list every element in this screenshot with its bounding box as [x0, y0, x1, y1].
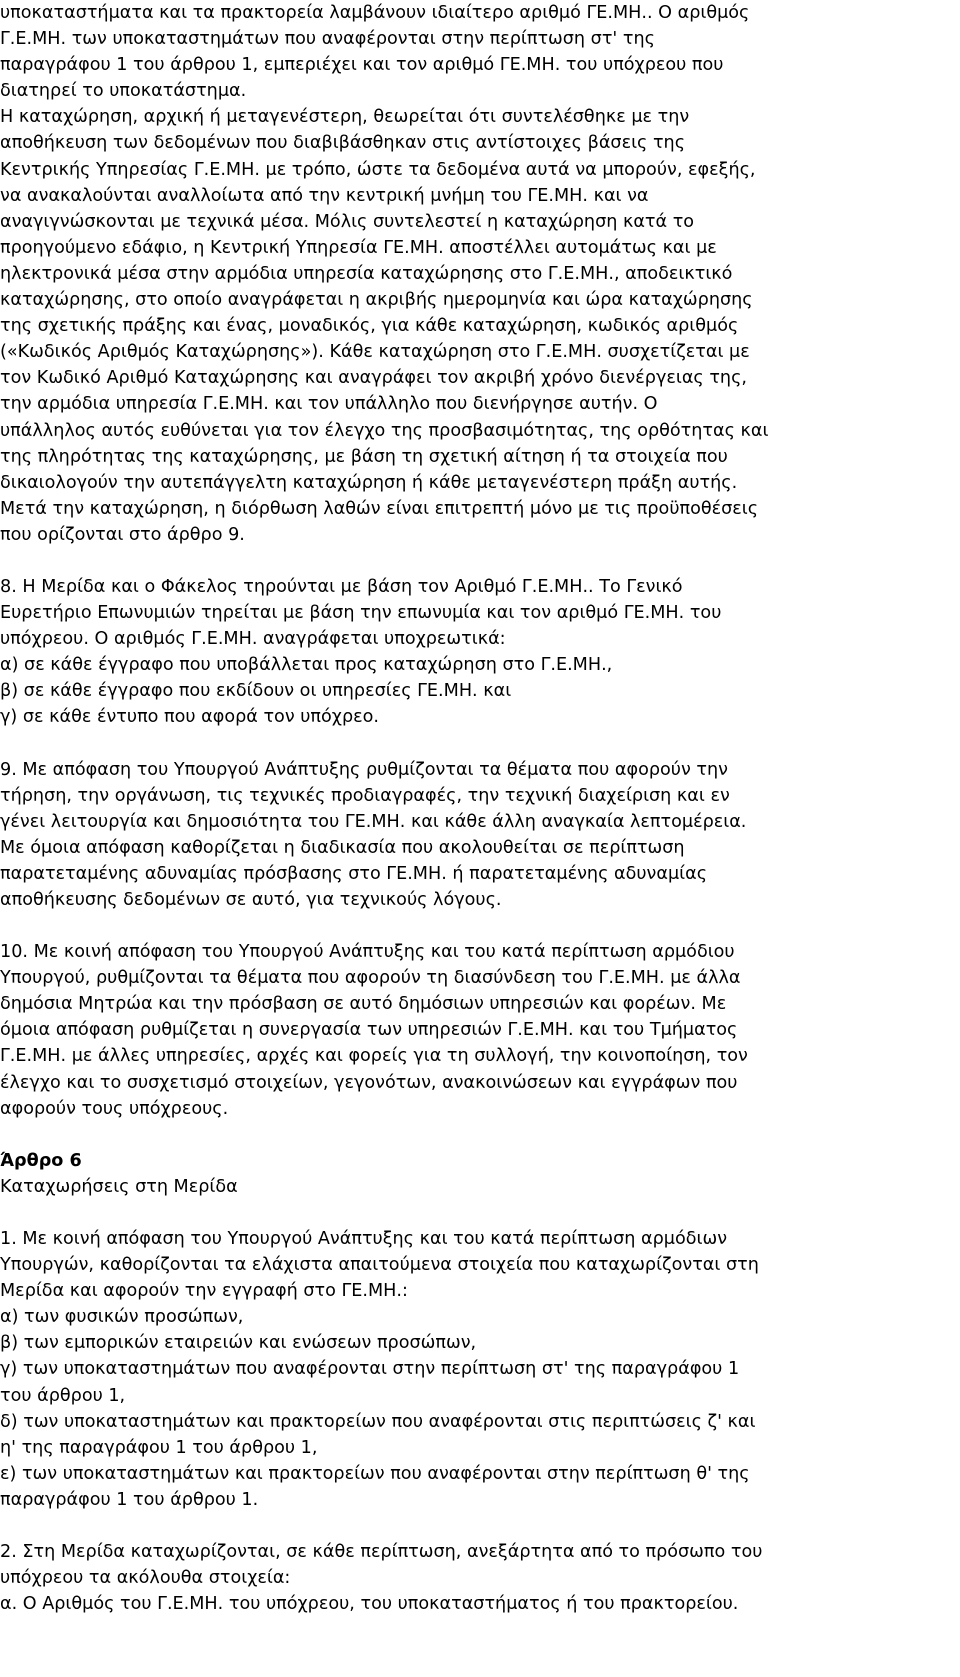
- text-line: 8. Η Μερίδα και ο Φάκελος τηρούνται με βάση τον Αριθμό Γ.Ε.ΜΗ.. Το Γενικό: [0, 576, 683, 597]
- text-line: γένει λειτουργία και δημοσιότητα του ΓΕ.ΜΗ. και κάθε άλλη αναγκαία λεπτομέρεια.: [0, 811, 747, 832]
- text-line: Υπουργού, ρυθμίζονται τα θέματα που αφορούν τη διασύνδεση του Γ.Ε.ΜΗ. με άλλα: [0, 968, 741, 989]
- paragraph-8: [0, 574, 930, 731]
- text-line: υπόχρεου. Ο αριθμός Γ.Ε.ΜΗ. αναγράφεται υποχρεωτικά:: [0, 629, 506, 650]
- text-line: που ορίζονται στο άρθρο 9.: [0, 524, 245, 545]
- paragraph-gap: [0, 548, 930, 574]
- text-line: έλεγχο και το συσχετισμό στοιχείων, γεγονότων, ανακοινώσεων και εγγράφων που: [0, 1072, 738, 1093]
- text-line: Ευρετήριο Επωνυμιών τηρείται με βάση την επωνυμία και τον αριθμό ΓΕ.ΜΗ. του: [0, 603, 722, 624]
- text-line: προηγούμενο εδάφιο, η Κεντρική Υπηρεσία ΓΕ.ΜΗ. αποστέλλει αυτομάτως και με: [0, 237, 717, 258]
- text-line: («Κωδικός Αριθμός Καταχώρησης»). Κάθε καταχώρηση στο Γ.Ε.ΜΗ. συσχετίζεται με: [0, 342, 750, 363]
- article-header: [0, 1148, 930, 1200]
- text-line: αναγιγνώσκονται με τεχνικά μέσα. Μόλις συντελεστεί η καταχώρηση κατά το: [0, 211, 695, 232]
- text-line: 2. Στη Μερίδα καταχωρίζονται, σε κάθε περίπτωση, ανεξάρτητα από το πρόσωπο του: [0, 1541, 763, 1562]
- text-line: καταχώρησης, στο οποίο αναγράφεται η ακριβής ημερομηνία και ώρα καταχώρησης: [0, 290, 753, 311]
- list-item: α) των φυσικών προσώπων,: [0, 1307, 244, 1328]
- paragraph-gap: [0, 913, 930, 939]
- list-item: δ) των υποκαταστημάτων και πρακτορείων που αναφέρονται στις περιπτώσεις ζ' και: [0, 1411, 756, 1432]
- text-line: 9. Με απόφαση του Υπουργού Ανάπτυξης ρυθμίζονται τα θέματα που αφορούν την: [0, 759, 728, 780]
- text-line: Κεντρικής Υπηρεσίας Γ.Ε.ΜΗ. με τρόπο, ώστε τα δεδομένα αυτά να μπορούν, εφεξής,: [0, 159, 756, 180]
- list-item: α. Ο Αριθμός του Γ.Ε.ΜΗ. του υπόχρεου, του υποκαταστήματος ή του πρακτορείου.: [0, 1594, 739, 1615]
- text-line: Με όμοια απόφαση καθορίζεται η διαδικασία που ακολουθείται σε περίπτωση: [0, 837, 685, 858]
- paragraph-registration: [0, 104, 930, 548]
- text-line: την αρμόδια υπηρεσία Γ.Ε.ΜΗ. και τον υπάλληλο που διενήργησε αυτήν. Ο: [0, 394, 658, 415]
- list-item: β) σε κάθε έγγραφο που εκδίδουν οι υπηρεσίες ΓΕ.ΜΗ. και: [0, 681, 512, 702]
- text-line: υποκαταστήματα και τα πρακτορεία λαμβάνουν ιδιαίτερο αριθμό ΓΕ.ΜΗ.. Ο αριθμός: [0, 3, 750, 23]
- text-line: αποθήκευση των δεδομένων που διαβιβάσθηκαν στις αντίστοιχες βάσεις της: [0, 133, 686, 154]
- text-line: παραγράφου 1 του άρθρου 1, εμπεριέχει και τον αριθμό ΓΕ.ΜΗ. του υπόχρεου που: [0, 55, 724, 76]
- list-item: ε) των υποκαταστημάτων και πρακτορείων που αναφέρονται στην περίπτωση θ' της: [0, 1463, 750, 1484]
- text-line: αφορούν τους υπόχρεους.: [0, 1098, 229, 1119]
- list-item: η' της παραγράφου 1 του άρθρου 1,: [0, 1437, 318, 1458]
- text-line: παρατεταμένης αδυναμίας πρόσβασης στο ΓΕ.ΜΗ. ή παρατεταμένης αδυναμίας: [0, 863, 708, 884]
- paragraph-gap: [0, 1513, 930, 1539]
- text-line: διατηρεί το υποκατάστημα.: [0, 81, 247, 102]
- text-line: Η καταχώρηση, αρχική ή μεταγενέστερη, θεωρείται ότι συντελέσθηκε με την: [0, 107, 690, 128]
- paragraph-9: [0, 757, 930, 914]
- list-item: γ) των υποκαταστημάτων που αναφέρονται στην περίπτωση στ' της παραγράφου 1: [0, 1359, 740, 1380]
- paragraph-continuation: [0, 0, 930, 104]
- text-line: Μετά την καταχώρηση, η διόρθωση λαθών είναι επιτρεπτή μόνο με τις προϋποθέσεις: [0, 498, 759, 519]
- text-line: τον Κωδικό Αριθμό Καταχώρησης και αναγράφει τον ακριβή χρόνο διενέργειας της,: [0, 368, 747, 389]
- paragraph-10: [0, 939, 930, 1122]
- text-line: 10. Με κοινή απόφαση του Υπουργού Ανάπτυξης και του κατά περίπτωση αρμόδιου: [0, 942, 735, 963]
- text-line: όμοια απόφαση ρυθμίζεται η συνεργασία των υπηρεσιών Γ.Ε.ΜΗ. και του Τμήματος: [0, 1020, 738, 1041]
- article-6-paragraph-2: [0, 1539, 930, 1617]
- paragraph-gap: [0, 1200, 930, 1226]
- list-item: α) σε κάθε έγγραφο που υποβάλλεται προς καταχώρηση στο Γ.Ε.ΜΗ.,: [0, 655, 613, 676]
- article-heading: Άρθρο 6: [0, 1150, 82, 1171]
- text-line: Γ.Ε.ΜΗ. των υποκαταστημάτων που αναφέρονται στην περίπτωση στ' της: [0, 29, 655, 50]
- text-line: Υπουργών, καθορίζονται τα ελάχιστα απαιτούμενα στοιχεία που καταχωρίζονται στη: [0, 1255, 759, 1276]
- text-line: της σχετικής πράξης και ένας, μοναδικός, για κάθε καταχώρηση, κωδικός αριθμός: [0, 316, 739, 337]
- text-line: να ανακαλούνται αναλλοίωτα από την κεντρική μνήμη του ΓΕ.ΜΗ. και να: [0, 185, 649, 206]
- paragraph-gap: [0, 1122, 930, 1148]
- text-line: δικαιολογούν την αυτεπάγγελτη καταχώρηση ή κάθε μεταγενέστερη πράξη αυτής.: [0, 472, 738, 493]
- text-line: υπόχρεου τα ακόλουθα στοιχεία:: [0, 1568, 291, 1589]
- paragraph-gap: [0, 731, 930, 757]
- text-line: αποθήκευσης δεδομένων σε αυτό, για τεχνικούς λόγους.: [0, 890, 502, 910]
- text-line: της πληρότητας της καταχώρησης, με βάση τη σχετική αίτηση ή τα στοιχεία που: [0, 446, 728, 467]
- article-6-paragraph-1: [0, 1226, 930, 1513]
- list-item: του άρθρου 1,: [0, 1385, 126, 1406]
- text-line: ηλεκτρονικά μέσα στην αρμόδια υπηρεσία καταχώρησης στο Γ.Ε.ΜΗ., αποδεικτικό: [0, 263, 733, 284]
- list-item: παραγράφου 1 του άρθρου 1.: [0, 1489, 259, 1510]
- text-line: 1. Με κοινή απόφαση του Υπουργού Ανάπτυξης και του κατά περίπτωση αρμόδιων: [0, 1228, 728, 1249]
- list-item: γ) σε κάθε έντυπο που αφορά τον υπόχρεο.: [0, 707, 379, 728]
- text-line: δημόσια Μητρώα και την πρόσβαση σε αυτό δημόσιων υπηρεσιών και φορέων. Με: [0, 994, 727, 1015]
- text-line: υπάλληλος αυτός ευθύνεται για τον έλεγχο της προσβασιμότητας, της ορθότητας και: [0, 420, 769, 441]
- text-line: Μερίδα και αφορούν την εγγραφή στο ΓΕ.ΜΗ.:: [0, 1281, 408, 1302]
- article-subtitle: Καταχωρήσεις στη Μερίδα: [0, 1176, 238, 1197]
- text-line: τήρηση, την οργάνωση, τις τεχνικές προδιαγραφές, την τεχνική διαχείριση και εν: [0, 785, 730, 806]
- list-item: β) των εμπορικών εταιρειών και ενώσεων προσώπων,: [0, 1333, 477, 1354]
- text-line: Γ.Ε.ΜΗ. με άλλες υπηρεσίες, αρχές και φορείς για τη συλλογή, την κοινοποίηση, τον: [0, 1046, 748, 1067]
